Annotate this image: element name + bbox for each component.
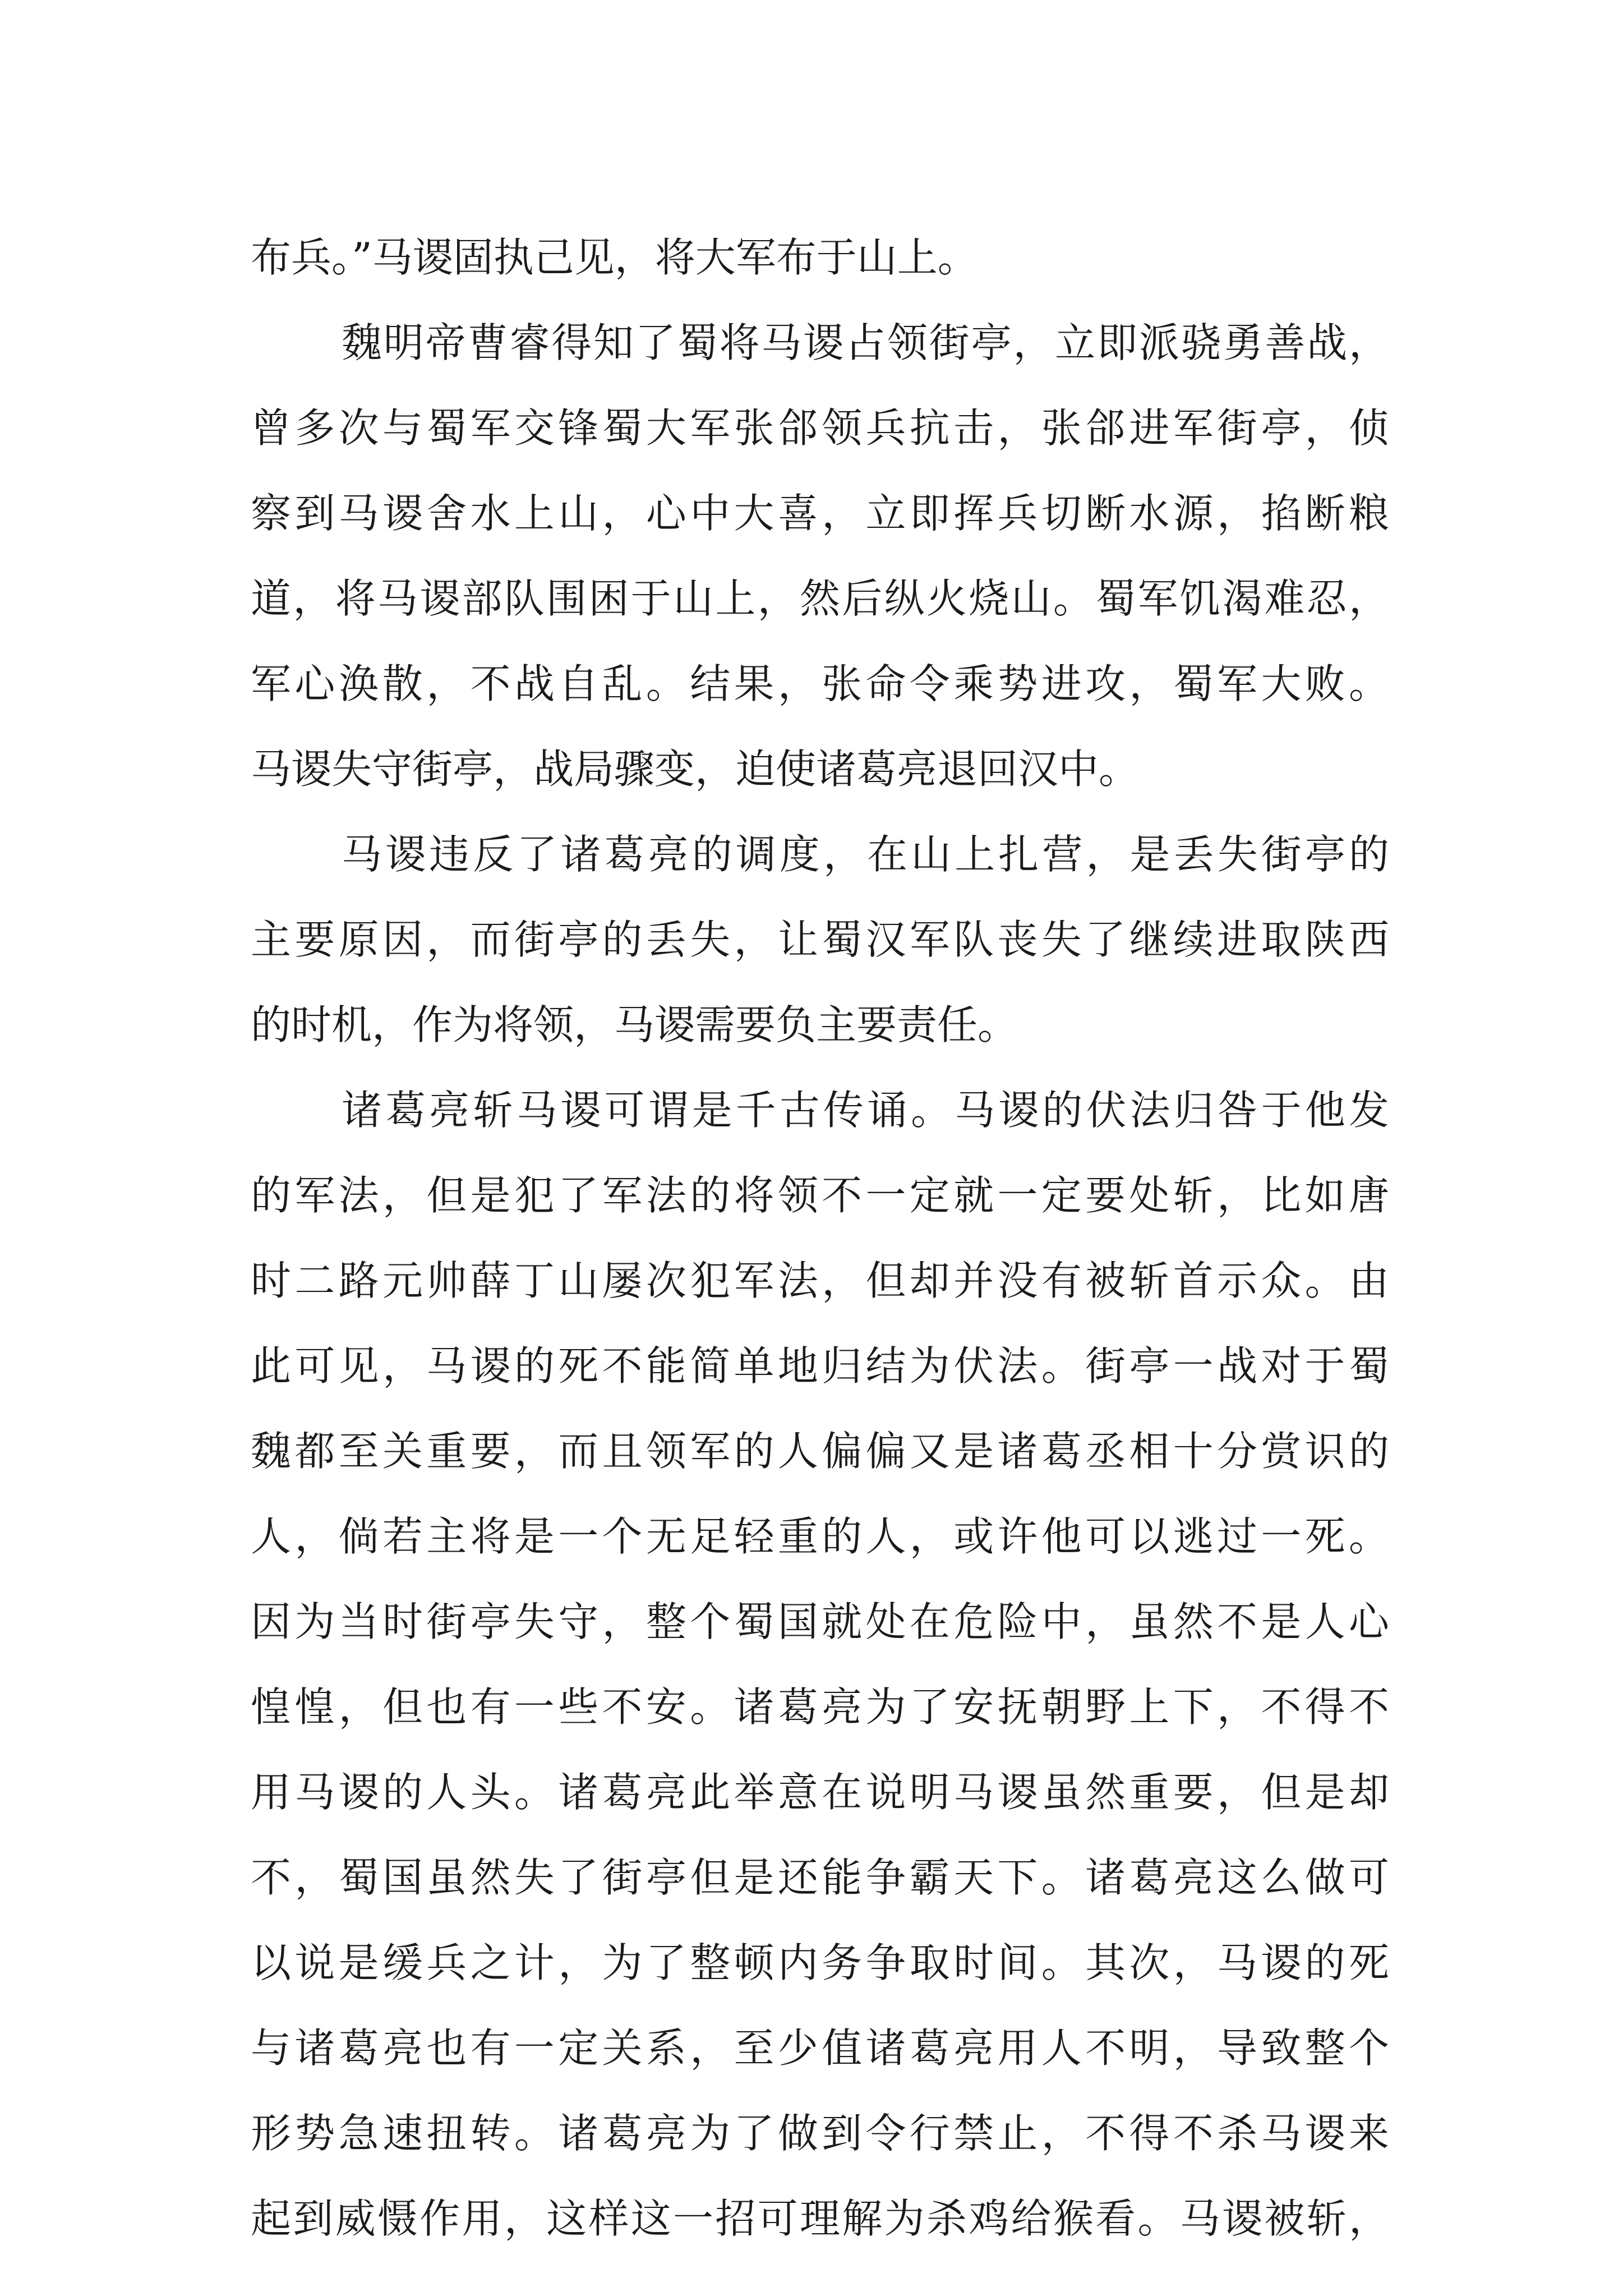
text-line: 马谡失守街亭，战局骤变，迫使诸葛亮退回汉中。 — [251, 746, 1140, 793]
text-line: 军心涣散，不战自乱。结果，张命令乘势进攻，蜀军大败。 — [251, 660, 1389, 707]
text-line: 不，蜀国虽然失了街亭但是还能争霸天下。诸葛亮这么做可 — [251, 1854, 1389, 1901]
text-line: 惶惶，但也有一些不安。诸葛亮为了安抚朝野上下，不得不 — [251, 1683, 1389, 1731]
body-text — [251, 215, 1389, 2261]
text-line: 马谡违反了诸葛亮的调度，在山上扎营，是丢失街亭的 — [342, 831, 1389, 878]
text-line: 诸葛亮斩马谡可谓是千古传诵。马谡的伏法归咎于他发 — [342, 1087, 1389, 1134]
text-line: 此可见，马谡的死不能简单地归结为伏法。街亭一战对于蜀 — [251, 1342, 1389, 1389]
text-line: 用马谡的人头。诸葛亮此举意在说明马谡虽然重要，但是却 — [251, 1769, 1389, 1816]
text-line: 以说是缓兵之计，为了整顿内务争取时间。其次，马谡的死 — [251, 1939, 1389, 1986]
text-line: 魏明帝曹睿得知了蜀将马谡占领街亭，立即派骁勇善战， — [342, 319, 1389, 366]
text-line: 起到威慑作用，这样这一招可理解为杀鸡给猴看。马谡被斩， — [251, 2195, 1389, 2242]
text-line: 道，将马谡部队围困于山上，然后纵火烧山。蜀军饥渴难忍， — [251, 575, 1389, 622]
text-line: 主要原因，而街亭的丢失，让蜀汉军队丧失了继续进取陕西 — [251, 916, 1389, 963]
text-line: 的时机，作为将领，马谡需要负主要责任。 — [251, 1001, 1018, 1048]
text-line: 曾多次与蜀军交锋蜀大军张郃领兵抗击，张郃进军街亭，侦 — [251, 404, 1389, 452]
text-line: 因为当时街亭失守，整个蜀国就处在危险中，虽然不是人心 — [251, 1598, 1389, 1645]
text-line: 魏都至关重要，而且领军的人偏偏又是诸葛丞相十分赏识的 — [251, 1428, 1389, 1475]
text-line: 察到马谡舍水上山，心中大喜，立即挥兵切断水源，掐断粮 — [251, 490, 1389, 537]
text-line: 与诸葛亮也有一定关系，至少值诸葛亮用人不明，导致整个 — [251, 2024, 1389, 2072]
text-line: 的军法，但是犯了军法的将领不一定就一定要处斩，比如唐 — [251, 1172, 1389, 1219]
text-line: 人，倘若主将是一个无足轻重的人，或许他可以逃过一死。 — [251, 1513, 1389, 1560]
text-line: 布兵。”马谡固执己见，将大军布于山上。 — [251, 234, 978, 281]
text-line: 时二路元帅薛丁山屡次犯军法，但却并没有被斩首示众。由 — [251, 1257, 1389, 1304]
text-line: 形势急速扭转。诸葛亮为了做到令行禁止，不得不杀马谡来 — [251, 2110, 1389, 2157]
